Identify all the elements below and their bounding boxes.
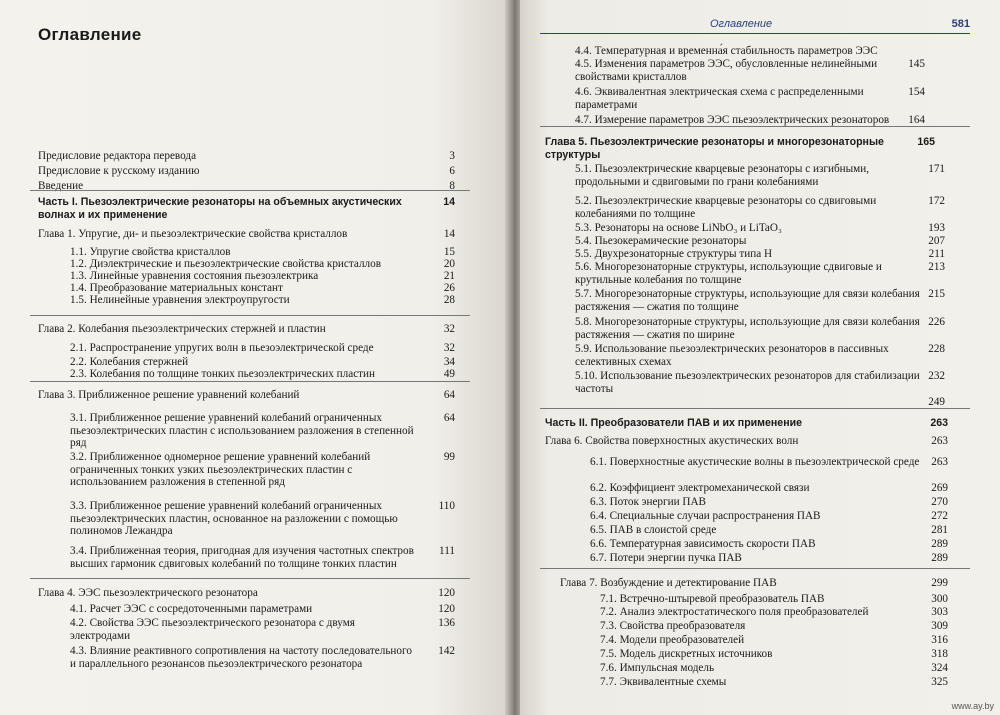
toc-entry-page: 110: [438, 500, 455, 512]
toc-entry-title: 3.4. Приближенная теория, пригодная для изучения частотных спектров высших гармоник сдвиговых колебаний по толщине тонких пластин: [70, 545, 414, 570]
toc-entry: [70, 356, 455, 369]
toc-entry-title: Предисловие редактора перевода: [38, 150, 197, 162]
header-rule: [540, 33, 970, 34]
toc-entry: [600, 634, 948, 647]
toc-entry: [600, 620, 948, 633]
toc-entry: [70, 368, 455, 381]
toc-entry: [600, 676, 948, 689]
toc-entry-title: 2.3. Колебания по толщине тонких пьезоэлектрических пластин: [70, 368, 376, 380]
toc-entry-page: 213: [928, 261, 945, 273]
toc-entry-page: 269: [931, 482, 948, 494]
toc-entry-title: 7.3. Свойства преобразователя: [600, 620, 746, 632]
toc-entry-page: 14: [443, 196, 455, 208]
toc-entry-page: 165: [917, 136, 935, 148]
toc-entry-title: 7.6. Импульсная модель: [600, 662, 715, 674]
section-divider: [540, 568, 970, 569]
toc-entry-title: 2.2. Колебания стержней: [70, 356, 189, 368]
toc-entry-title: 6.3. Поток энергии ПАВ: [590, 496, 706, 508]
toc-entry: [560, 577, 948, 590]
toc-entry: [600, 593, 948, 606]
right-page: [520, 0, 1000, 715]
section-divider: [540, 408, 970, 409]
toc-entry-title: Часть I. Пьезоэлектрические резонаторы на объемных акустических волнах и их применение: [38, 196, 402, 221]
toc-entry-page: 136: [438, 617, 455, 629]
toc-entry-page: 6: [449, 165, 455, 177]
toc-entry-page: 64: [443, 389, 455, 401]
toc-entry-title: 6.2. Коэффициент электромеханической связи: [590, 482, 810, 494]
toc-entry-page: 232: [928, 370, 945, 382]
toc-entry-page: 14: [443, 228, 455, 240]
toc-entry: [575, 370, 945, 395]
page-title: Оглавление: [38, 25, 142, 44]
toc-entry-page: 289: [931, 538, 948, 550]
toc-entry-title: 5.1. Пьезоэлектрические кварцевые резонаторы с изгибными, продольными и сдвиговыми по грани колебаниями: [575, 163, 870, 188]
toc-entry: [575, 222, 945, 235]
toc-entry: [575, 288, 945, 313]
toc-entry-page: 309: [931, 620, 948, 632]
toc-entry-title: 7.7. Эквивалентные схемы: [600, 676, 727, 688]
toc-entry: [575, 195, 945, 220]
toc-entry: [70, 412, 455, 450]
toc-entry-page: 171: [928, 163, 945, 175]
toc-entry: [575, 343, 945, 368]
toc-entry-page: 64: [443, 412, 455, 424]
toc-entry-title: 7.2. Анализ электростатического поля преобразователей: [600, 606, 869, 618]
toc-entry: [575, 316, 945, 341]
toc-entry-page: 111: [439, 545, 455, 557]
toc-entry: [600, 662, 948, 675]
toc-entry-page: 145: [908, 58, 925, 70]
toc-entry: [70, 645, 455, 670]
toc-entry: [575, 163, 945, 188]
toc-entry-page: 318: [931, 648, 948, 660]
toc-entry-page: 99: [443, 451, 455, 463]
toc-entry-title: 6.6. Температурная зависимость скорости ПАВ: [590, 538, 816, 550]
toc-entry: [70, 282, 455, 295]
toc-entry-title: 5.5. Двухрезонаторные структуры типа H: [575, 248, 773, 260]
toc-entry-page: 316: [931, 634, 948, 646]
toc-entry-page: 249: [928, 396, 945, 408]
toc-entry: [70, 617, 455, 642]
toc-entry: [70, 545, 455, 570]
toc-entry: [575, 114, 925, 127]
toc-entry: [38, 196, 455, 221]
toc-entry-title: 4.5. Изменения параметров ЭЭС, обусловленные нелинейными свойствами кристаллов: [575, 58, 878, 83]
toc-entry: [70, 246, 455, 259]
toc-entry: [70, 500, 455, 538]
running-head-title: Оглавление: [710, 18, 773, 30]
toc-entry-title: 6.7. Потери энергии пучка ПАВ: [590, 552, 742, 564]
toc-entry-title: 6.5. ПАВ в слоистой среде: [590, 524, 717, 536]
toc-entry-title: Глава 1. Упругие, ди- и пьезоэлектрические свойства кристаллов: [38, 228, 348, 240]
toc-entry: [38, 323, 455, 336]
section-divider: [30, 381, 470, 382]
section-divider: [30, 315, 470, 316]
toc-entry: [38, 150, 455, 163]
toc-entry-page: 154: [908, 86, 925, 98]
toc-entry-page: 21: [443, 270, 455, 282]
toc-entry: [590, 510, 948, 523]
toc-entry: [590, 538, 948, 551]
toc-entry: [545, 136, 935, 161]
toc-entry-page: 26: [443, 282, 455, 294]
toc-entry-title: 1.5. Нелинейные уравнения электроупругости: [70, 294, 290, 306]
toc-entry: [590, 482, 948, 495]
watermark: www.ay.by: [951, 701, 994, 711]
toc-entry-title: Глава 5. Пьезоэлектрические резонаторы и многорезонаторные структуры: [545, 136, 884, 161]
toc-entry: [70, 270, 455, 283]
toc-entry: [70, 258, 455, 271]
toc-entry-title: 6.1. Поверхностные акустические волны в пьезоэлектрической среде: [590, 456, 920, 468]
toc-entry-page: 172: [928, 195, 945, 207]
toc-entry-title: 4.1. Расчет ЭЭС с сосредоточенными параметрами: [70, 603, 313, 615]
toc-entry-title: 4.7. Измерение параметров ЭЭС пьезоэлектрических резонаторов: [575, 114, 890, 126]
toc-entry-page: 15: [443, 246, 455, 258]
page-number: 581: [951, 18, 970, 30]
toc-entry-page: 120: [438, 587, 455, 599]
toc-entry-page: 272: [931, 510, 948, 522]
toc-entry-title: 5.6. Многорезонаторные структуры, использующие сдвиговые и крутильные колебания по толщине: [575, 261, 882, 286]
toc-entry-page: 300: [931, 593, 948, 605]
section-divider: [30, 190, 470, 191]
toc-entry-page: 34: [443, 356, 455, 368]
toc-entry-title: 7.4. Модели преобразователей: [600, 634, 745, 646]
toc-entry-title: 5.7. Многорезонаторные структуры, использующие для связи колебания растяжения — сжатия по толщине: [575, 288, 920, 313]
toc-entry-page: 324: [931, 662, 948, 674]
toc-entry-page: 32: [443, 323, 455, 335]
toc-entry-title: Предисловие к русскому изданию: [38, 165, 200, 177]
toc-entry: [590, 552, 948, 565]
toc-entry-title: Введение: [38, 180, 84, 192]
toc-entry-title: 5.10. Использование пьезоэлектрических резонаторов для стабилизации частоты: [575, 370, 920, 395]
toc-entry-title: 1.3. Линейные уравнения состояния пьезоэлектрика: [70, 270, 319, 282]
toc-entry: [545, 417, 948, 430]
toc-entry-page: 226: [928, 316, 945, 328]
toc-entry: [575, 58, 925, 83]
toc-entry-title: 4.6. Эквивалентная электрическая схема с распределенными параметрами: [575, 86, 864, 111]
toc-entry: [600, 648, 948, 661]
toc-entry: [38, 228, 455, 241]
section-divider: [540, 126, 970, 127]
toc-entry-title: 3.2. Приближенное одномерное решение уравнений колебаний ограниченных тонких узких пьезоэлектрических пластин с использованием разложения в степенной ряд: [70, 451, 371, 489]
toc-entry-title: 5.3. Резонаторы на основе LiNbO₃ и LiTaO₃: [575, 222, 782, 234]
toc-entry-page: 142: [438, 645, 455, 657]
toc-entry-page: 164: [908, 114, 925, 126]
toc-entry-title: Глава 7. Возбуждение и детектирование ПАВ: [560, 577, 777, 589]
toc-entry-title: 3.3. Приближенное решение уравнений колебаний ограниченных пьезоэлектрических пластин, основанное на разложении с помощью полиномов Лежандра: [70, 500, 398, 538]
toc-entry-title: 4.4. Температурная и временна́я стабильность параметров ЭЭС: [575, 45, 878, 57]
toc-entry: [545, 435, 948, 448]
toc-entry: [38, 165, 455, 178]
toc-entry-page: 289: [931, 552, 948, 564]
toc-entry: [575, 261, 945, 286]
toc-entry: [70, 342, 455, 355]
toc-entry-title: 6.4. Специальные случаи распространения ПАВ: [590, 510, 821, 522]
toc-entry-title: 2.1. Распространение упругих волн в пьезоэлектрической среде: [70, 342, 374, 354]
toc-entry-title: Глава 4. ЭЭС пьезоэлектрического резонатора: [38, 587, 258, 599]
toc-entry: [590, 456, 948, 469]
toc-entry-page: 28: [443, 294, 455, 306]
toc-entry-title: 3.1. Приближенное решение уравнений колебаний ограниченных пьезоэлектрических пластин с использованием разложения в степенной ряд: [70, 412, 414, 450]
toc-entry-page: 49: [443, 368, 455, 380]
toc-entry-title: 4.3. Влияние реактивного сопротивления на частоту последовательного и параллельного резонансов пьезоэлектрического резонатора: [70, 645, 412, 670]
toc-entry-page: 120: [438, 603, 455, 615]
toc-entry: [38, 389, 455, 402]
toc-entry-page: 8: [449, 180, 455, 192]
toc-entry-title: Глава 3. Приближенное решение уравнений колебаний: [38, 389, 300, 401]
toc-entry-title: 5.4. Пьезокерамические резонаторы: [575, 235, 747, 247]
toc-entry: [575, 86, 925, 111]
toc-entry-title: 1.1. Упругие свойства кристаллов: [70, 246, 231, 258]
toc-entry-title: 5.8. Многорезонаторные структуры, использующие для связи колебания растяжения — сжатия по ширине: [575, 316, 920, 341]
toc-entry-page: 3: [449, 150, 455, 162]
toc-entry: [575, 235, 945, 248]
toc-entry: [575, 45, 920, 58]
toc-entry-page: 263: [930, 417, 948, 429]
toc-entry-title: 5.9. Использование пьезоэлектрических резонаторов в пассивных селективных схемах: [575, 343, 889, 368]
toc-entry-page: 263: [931, 456, 948, 468]
toc-entry-title: Часть II. Преобразователи ПАВ и их применение: [545, 417, 802, 429]
toc-entry: [38, 587, 455, 600]
toc-entry-page: 193: [928, 222, 945, 234]
toc-entry: [575, 248, 945, 261]
toc-entry: [70, 603, 455, 616]
toc-entry-page: 215: [928, 288, 945, 300]
toc-entry-page: 303: [931, 606, 948, 618]
toc-entry-title: 1.4. Преобразование материальных констант: [70, 282, 283, 294]
section-divider: [30, 578, 470, 579]
running-header: [520, 18, 1000, 32]
toc-entry-page: 211: [928, 248, 945, 260]
toc-entry: [590, 524, 948, 537]
toc-entry-title: Глава 6. Свойства поверхностных акустических волн: [545, 435, 799, 447]
toc-entry: [70, 451, 455, 489]
toc-entry-title: 7.1. Встречно-штыревой преобразователь ПАВ: [600, 593, 825, 605]
toc-entry-page: 325: [931, 676, 948, 688]
toc-entry-page: 207: [928, 235, 945, 247]
toc-entry-title: Глава 2. Колебания пьезоэлектрических стержней и пластин: [38, 323, 326, 335]
toc-entry-page: 270: [931, 496, 948, 508]
toc-entry-page: 263: [931, 435, 948, 447]
toc-entry: [70, 294, 455, 307]
toc-entry-title: 7.5. Модель дискретных источников: [600, 648, 773, 660]
toc-entry-page: 281: [931, 524, 948, 536]
toc-entry-page: 299: [931, 577, 948, 589]
toc-entry-page: 228: [928, 343, 945, 355]
toc-entry: [600, 606, 948, 619]
toc-entry: [590, 496, 948, 509]
toc-entry-page: 20: [443, 258, 455, 270]
toc-entry-title: 1.2. Диэлектрические и пьезоэлектрические свойства кристаллов: [70, 258, 381, 270]
toc-entry-title: 5.2. Пьезоэлектрические кварцевые резонаторы со сдвиговыми колебаниями по толщине: [575, 195, 877, 220]
toc-entry-page: 32: [443, 342, 455, 354]
toc-entry-title: 4.2. Свойства ЭЭС пьезоэлектрического резонатора с двумя электродами: [70, 617, 355, 642]
